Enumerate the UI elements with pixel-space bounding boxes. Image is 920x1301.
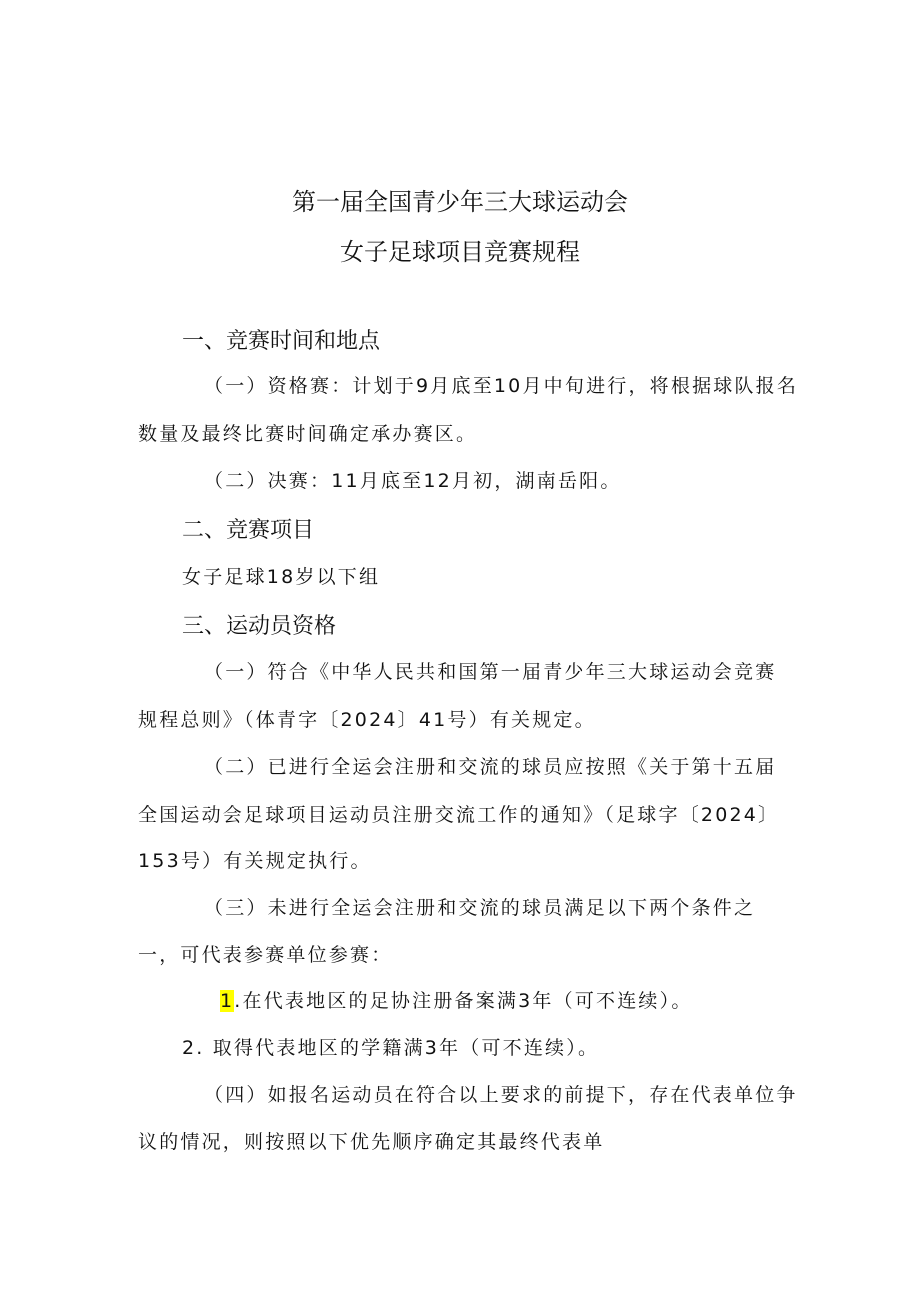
section-3-paragraph-2-line-1: （二）已进行全运会注册和交流的球员应按照《关于第十五届 [204, 756, 777, 778]
section-3-paragraph-3-line-1: （三）未进行全运会注册和交流的球员满足以下两个条件之 [204, 897, 756, 919]
section-1-paragraph-1-line-2: 数量及最终比赛时间确定承办赛区。 [138, 423, 478, 445]
section-2-paragraph-1: 女子足球18岁以下组 [182, 566, 381, 588]
section-3-paragraph-3-line-2: 一，可代表参赛单位参赛： [138, 944, 393, 966]
document-title-line-2: 女子足球项目竞赛规程 [340, 238, 580, 266]
section-1-paragraph-2: （二）决赛：11月底至12月初，湖南岳阳。 [204, 470, 622, 492]
section-3-paragraph-1-line-1: （一）符合《中华人民共和国第一届青少年三大球运动会竞赛 [204, 661, 777, 683]
section-3-heading: 三、运动员资格 [182, 614, 337, 639]
section-3-paragraph-2-line-2: 全国运动会足球项目运动员注册交流工作的通知》（足球字〔2024〕 [138, 804, 780, 826]
section-3-paragraph-2-line-3: 153号）有关规定执行。 [138, 850, 372, 872]
section-3-paragraph-4-line-2: 议的情况，则按照以下优先顺序确定其最终代表单 [138, 1131, 605, 1153]
list-item-1-text: .在代表地区的足协注册备案满3年（可不连续）。 [234, 990, 693, 1012]
section-1-paragraph-1-line-1: （一）资格赛：计划于9月底至10月中旬进行，将根据球队报名 [204, 375, 799, 397]
document-title-line-1: 第一届全国青少年三大球运动会 [292, 188, 628, 216]
section-3-list-item-2: 2. 取得代表地区的学籍满3年（可不连续）。 [182, 1037, 600, 1059]
section-2-heading: 二、竞赛项目 [182, 518, 315, 543]
section-1-heading: 一、竞赛时间和地点 [182, 329, 381, 354]
section-3-paragraph-4-line-1: （四）如报名运动员在符合以上要求的前提下，存在代表单位争 [204, 1084, 798, 1106]
section-3-paragraph-1-line-2: 规程总则》（体青字〔2024〕41号）有关规定。 [138, 709, 596, 731]
section-3-list-item-1 [220, 986, 693, 1013]
highlighted-item-number: 1 [220, 990, 235, 1012]
